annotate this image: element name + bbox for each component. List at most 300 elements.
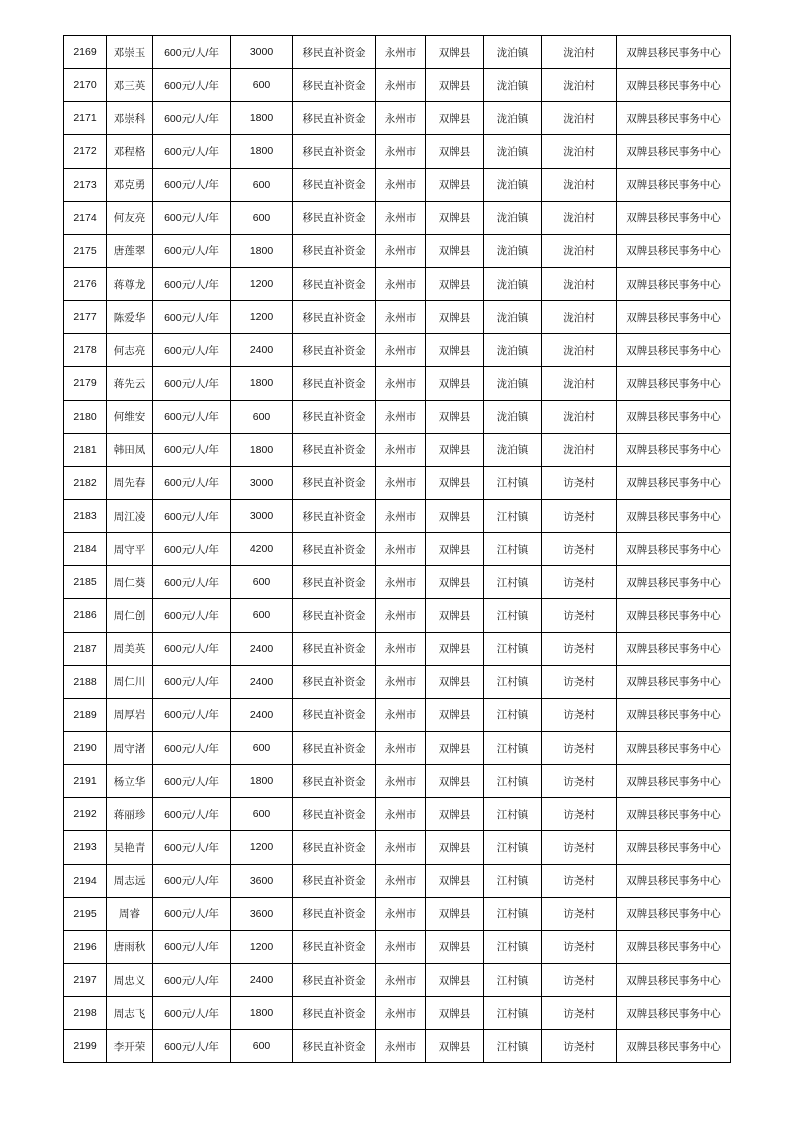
city-cell: 永州市	[376, 632, 426, 665]
amount-cell: 2400	[231, 698, 293, 731]
standard-cell: 600元/人/年	[153, 400, 231, 433]
row-number-cell: 2188	[64, 665, 107, 698]
agency-cell: 双牌县移民事务中心	[617, 168, 731, 201]
standard-cell: 600元/人/年	[153, 765, 231, 798]
village-cell: 访尧村	[542, 963, 617, 996]
name-cell: 唐莲翠	[107, 234, 153, 267]
city-cell: 永州市	[376, 201, 426, 234]
amount-cell: 1200	[231, 930, 293, 963]
county-cell: 双牌县	[426, 1030, 484, 1063]
table-row	[64, 665, 731, 698]
agency-cell: 双牌县移民事务中心	[617, 566, 731, 599]
name-cell: 周仁川	[107, 665, 153, 698]
agency-cell: 双牌县移民事务中心	[617, 632, 731, 665]
county-cell: 双牌县	[426, 69, 484, 102]
name-cell: 周江凌	[107, 499, 153, 532]
county-cell: 双牌县	[426, 533, 484, 566]
row-number-cell: 2187	[64, 632, 107, 665]
agency-cell: 双牌县移民事务中心	[617, 367, 731, 400]
fund-type-cell: 移民直补资金	[293, 831, 376, 864]
row-number-cell: 2180	[64, 400, 107, 433]
amount-cell: 1800	[231, 997, 293, 1030]
fund-type-cell: 移民直补资金	[293, 930, 376, 963]
amount-cell: 3600	[231, 897, 293, 930]
amount-cell: 1800	[231, 102, 293, 135]
row-number-cell: 2190	[64, 731, 107, 764]
city-cell: 永州市	[376, 698, 426, 731]
name-cell: 李开荣	[107, 1030, 153, 1063]
table-row	[64, 201, 731, 234]
city-cell: 永州市	[376, 599, 426, 632]
row-number-cell: 2198	[64, 997, 107, 1030]
town-cell: 泷泊镇	[484, 433, 542, 466]
fund-type-cell: 移民直补资金	[293, 201, 376, 234]
town-cell: 泷泊镇	[484, 301, 542, 334]
city-cell: 永州市	[376, 400, 426, 433]
standard-cell: 600元/人/年	[153, 599, 231, 632]
agency-cell: 双牌县移民事务中心	[617, 433, 731, 466]
table-row	[64, 267, 731, 300]
table-row	[64, 798, 731, 831]
town-cell: 泷泊镇	[484, 267, 542, 300]
county-cell: 双牌县	[426, 36, 484, 69]
name-cell: 周志飞	[107, 997, 153, 1030]
table-row	[64, 36, 731, 69]
fund-type-cell: 移民直补资金	[293, 69, 376, 102]
agency-cell: 双牌县移民事务中心	[617, 36, 731, 69]
agency-cell: 双牌县移民事务中心	[617, 400, 731, 433]
row-number-cell: 2196	[64, 930, 107, 963]
table-row	[64, 334, 731, 367]
city-cell: 永州市	[376, 367, 426, 400]
fund-type-cell: 移民直补资金	[293, 400, 376, 433]
amount-cell: 3600	[231, 864, 293, 897]
fund-type-cell: 移民直补资金	[293, 499, 376, 532]
town-cell: 泷泊镇	[484, 102, 542, 135]
fund-type-cell: 移民直补资金	[293, 36, 376, 69]
fund-type-cell: 移民直补资金	[293, 798, 376, 831]
town-cell: 江村镇	[484, 731, 542, 764]
city-cell: 永州市	[376, 930, 426, 963]
village-cell: 访尧村	[542, 533, 617, 566]
city-cell: 永州市	[376, 499, 426, 532]
row-number-cell: 2175	[64, 234, 107, 267]
table-row	[64, 1030, 731, 1063]
county-cell: 双牌县	[426, 102, 484, 135]
standard-cell: 600元/人/年	[153, 69, 231, 102]
agency-cell: 双牌县移民事务中心	[617, 930, 731, 963]
amount-cell: 1800	[231, 433, 293, 466]
name-cell: 吴艳青	[107, 831, 153, 864]
town-cell: 泷泊镇	[484, 234, 542, 267]
fund-type-cell: 移民直补资金	[293, 698, 376, 731]
agency-cell: 双牌县移民事务中心	[617, 698, 731, 731]
name-cell: 周忠义	[107, 963, 153, 996]
name-cell: 邓三英	[107, 69, 153, 102]
city-cell: 永州市	[376, 831, 426, 864]
table-row	[64, 930, 731, 963]
standard-cell: 600元/人/年	[153, 698, 231, 731]
town-cell: 泷泊镇	[484, 367, 542, 400]
table-body	[64, 36, 731, 1063]
county-cell: 双牌县	[426, 930, 484, 963]
town-cell: 江村镇	[484, 897, 542, 930]
village-cell: 泷泊村	[542, 201, 617, 234]
village-cell: 泷泊村	[542, 69, 617, 102]
name-cell: 蒋丽珍	[107, 798, 153, 831]
name-cell: 何维安	[107, 400, 153, 433]
amount-cell: 2400	[231, 334, 293, 367]
village-cell: 访尧村	[542, 765, 617, 798]
name-cell: 杨立华	[107, 765, 153, 798]
city-cell: 永州市	[376, 168, 426, 201]
city-cell: 永州市	[376, 731, 426, 764]
fund-type-cell: 移民直补资金	[293, 533, 376, 566]
village-cell: 访尧村	[542, 599, 617, 632]
name-cell: 周守平	[107, 533, 153, 566]
table-row	[64, 731, 731, 764]
table-row	[64, 367, 731, 400]
village-cell: 访尧村	[542, 831, 617, 864]
standard-cell: 600元/人/年	[153, 102, 231, 135]
village-cell: 泷泊村	[542, 400, 617, 433]
fund-type-cell: 移民直补资金	[293, 1030, 376, 1063]
amount-cell: 3000	[231, 36, 293, 69]
town-cell: 泷泊镇	[484, 334, 542, 367]
county-cell: 双牌县	[426, 400, 484, 433]
table-row	[64, 400, 731, 433]
fund-type-cell: 移民直补资金	[293, 665, 376, 698]
standard-cell: 600元/人/年	[153, 1030, 231, 1063]
town-cell: 江村镇	[484, 1030, 542, 1063]
standard-cell: 600元/人/年	[153, 665, 231, 698]
town-cell: 江村镇	[484, 665, 542, 698]
fund-type-cell: 移民直补资金	[293, 997, 376, 1030]
amount-cell: 3000	[231, 466, 293, 499]
standard-cell: 600元/人/年	[153, 334, 231, 367]
standard-cell: 600元/人/年	[153, 466, 231, 499]
table-row	[64, 466, 731, 499]
county-cell: 双牌县	[426, 367, 484, 400]
name-cell: 陈爱华	[107, 301, 153, 334]
standard-cell: 600元/人/年	[153, 36, 231, 69]
row-number-cell: 2176	[64, 267, 107, 300]
row-number-cell: 2177	[64, 301, 107, 334]
agency-cell: 双牌县移民事务中心	[617, 533, 731, 566]
county-cell: 双牌县	[426, 267, 484, 300]
row-number-cell: 2186	[64, 599, 107, 632]
city-cell: 永州市	[376, 36, 426, 69]
row-number-cell: 2179	[64, 367, 107, 400]
subsidy-table	[63, 35, 731, 1063]
name-cell: 周睿	[107, 897, 153, 930]
fund-type-cell: 移民直补资金	[293, 599, 376, 632]
fund-type-cell: 移民直补资金	[293, 367, 376, 400]
village-cell: 访尧村	[542, 698, 617, 731]
town-cell: 江村镇	[484, 765, 542, 798]
name-cell: 周守渚	[107, 731, 153, 764]
name-cell: 韩田凤	[107, 433, 153, 466]
name-cell: 周仁创	[107, 599, 153, 632]
agency-cell: 双牌县移民事务中心	[617, 334, 731, 367]
fund-type-cell: 移民直补资金	[293, 765, 376, 798]
city-cell: 永州市	[376, 798, 426, 831]
county-cell: 双牌县	[426, 864, 484, 897]
standard-cell: 600元/人/年	[153, 632, 231, 665]
town-cell: 泷泊镇	[484, 135, 542, 168]
city-cell: 永州市	[376, 301, 426, 334]
city-cell: 永州市	[376, 433, 426, 466]
county-cell: 双牌县	[426, 963, 484, 996]
amount-cell: 600	[231, 201, 293, 234]
town-cell: 江村镇	[484, 930, 542, 963]
county-cell: 双牌县	[426, 466, 484, 499]
village-cell: 访尧村	[542, 864, 617, 897]
fund-type-cell: 移民直补资金	[293, 102, 376, 135]
amount-cell: 1800	[231, 234, 293, 267]
row-number-cell: 2170	[64, 69, 107, 102]
standard-cell: 600元/人/年	[153, 168, 231, 201]
standard-cell: 600元/人/年	[153, 897, 231, 930]
agency-cell: 双牌县移民事务中心	[617, 963, 731, 996]
village-cell: 泷泊村	[542, 168, 617, 201]
village-cell: 访尧村	[542, 1030, 617, 1063]
village-cell: 访尧村	[542, 632, 617, 665]
city-cell: 永州市	[376, 897, 426, 930]
fund-type-cell: 移民直补资金	[293, 897, 376, 930]
town-cell: 泷泊镇	[484, 36, 542, 69]
city-cell: 永州市	[376, 997, 426, 1030]
row-number-cell: 2184	[64, 533, 107, 566]
row-number-cell: 2172	[64, 135, 107, 168]
fund-type-cell: 移民直补资金	[293, 267, 376, 300]
amount-cell: 600	[231, 1030, 293, 1063]
city-cell: 永州市	[376, 963, 426, 996]
county-cell: 双牌县	[426, 798, 484, 831]
name-cell: 邓程格	[107, 135, 153, 168]
row-number-cell: 2194	[64, 864, 107, 897]
village-cell: 访尧村	[542, 897, 617, 930]
table-row	[64, 168, 731, 201]
agency-cell: 双牌县移民事务中心	[617, 997, 731, 1030]
fund-type-cell: 移民直补资金	[293, 864, 376, 897]
town-cell: 江村镇	[484, 963, 542, 996]
name-cell: 周志远	[107, 864, 153, 897]
fund-type-cell: 移民直补资金	[293, 301, 376, 334]
standard-cell: 600元/人/年	[153, 930, 231, 963]
town-cell: 江村镇	[484, 499, 542, 532]
town-cell: 江村镇	[484, 798, 542, 831]
county-cell: 双牌县	[426, 665, 484, 698]
table-row	[64, 102, 731, 135]
amount-cell: 2400	[231, 632, 293, 665]
standard-cell: 600元/人/年	[153, 864, 231, 897]
county-cell: 双牌县	[426, 599, 484, 632]
village-cell: 泷泊村	[542, 367, 617, 400]
table-row	[64, 864, 731, 897]
standard-cell: 600元/人/年	[153, 301, 231, 334]
standard-cell: 600元/人/年	[153, 566, 231, 599]
row-number-cell: 2171	[64, 102, 107, 135]
amount-cell: 1800	[231, 765, 293, 798]
row-number-cell: 2181	[64, 433, 107, 466]
city-cell: 永州市	[376, 69, 426, 102]
name-cell: 何友亮	[107, 201, 153, 234]
table-row	[64, 698, 731, 731]
row-number-cell: 2178	[64, 334, 107, 367]
name-cell: 唐雨秋	[107, 930, 153, 963]
county-cell: 双牌县	[426, 301, 484, 334]
table-row	[64, 566, 731, 599]
city-cell: 永州市	[376, 1030, 426, 1063]
amount-cell: 1200	[231, 831, 293, 864]
table-row	[64, 831, 731, 864]
row-number-cell: 2191	[64, 765, 107, 798]
amount-cell: 4200	[231, 533, 293, 566]
village-cell: 泷泊村	[542, 334, 617, 367]
table-row	[64, 765, 731, 798]
amount-cell: 600	[231, 731, 293, 764]
town-cell: 泷泊镇	[484, 400, 542, 433]
table-row	[64, 234, 731, 267]
amount-cell: 600	[231, 599, 293, 632]
agency-cell: 双牌县移民事务中心	[617, 665, 731, 698]
agency-cell: 双牌县移民事务中心	[617, 234, 731, 267]
town-cell: 江村镇	[484, 997, 542, 1030]
agency-cell: 双牌县移民事务中心	[617, 466, 731, 499]
name-cell: 周厚岩	[107, 698, 153, 731]
table-row	[64, 499, 731, 532]
county-cell: 双牌县	[426, 831, 484, 864]
row-number-cell: 2183	[64, 499, 107, 532]
standard-cell: 600元/人/年	[153, 267, 231, 300]
agency-cell: 双牌县移民事务中心	[617, 499, 731, 532]
city-cell: 永州市	[376, 765, 426, 798]
table-row	[64, 632, 731, 665]
city-cell: 永州市	[376, 864, 426, 897]
city-cell: 永州市	[376, 665, 426, 698]
name-cell: 周先春	[107, 466, 153, 499]
agency-cell: 双牌县移民事务中心	[617, 831, 731, 864]
agency-cell: 双牌县移民事务中心	[617, 135, 731, 168]
fund-type-cell: 移民直补资金	[293, 135, 376, 168]
amount-cell: 600	[231, 69, 293, 102]
city-cell: 永州市	[376, 102, 426, 135]
village-cell: 泷泊村	[542, 234, 617, 267]
row-number-cell: 2174	[64, 201, 107, 234]
county-cell: 双牌县	[426, 566, 484, 599]
village-cell: 泷泊村	[542, 36, 617, 69]
agency-cell: 双牌县移民事务中心	[617, 731, 731, 764]
name-cell: 邓崇玉	[107, 36, 153, 69]
county-cell: 双牌县	[426, 698, 484, 731]
village-cell: 泷泊村	[542, 102, 617, 135]
town-cell: 江村镇	[484, 864, 542, 897]
standard-cell: 600元/人/年	[153, 499, 231, 532]
table-row	[64, 69, 731, 102]
agency-cell: 双牌县移民事务中心	[617, 102, 731, 135]
village-cell: 泷泊村	[542, 301, 617, 334]
table-row	[64, 599, 731, 632]
county-cell: 双牌县	[426, 632, 484, 665]
city-cell: 永州市	[376, 267, 426, 300]
standard-cell: 600元/人/年	[153, 367, 231, 400]
city-cell: 永州市	[376, 566, 426, 599]
table-row	[64, 135, 731, 168]
fund-type-cell: 移民直补资金	[293, 731, 376, 764]
town-cell: 泷泊镇	[484, 69, 542, 102]
city-cell: 永州市	[376, 234, 426, 267]
name-cell: 邓克勇	[107, 168, 153, 201]
amount-cell: 1800	[231, 367, 293, 400]
fund-type-cell: 移民直补资金	[293, 632, 376, 665]
town-cell: 泷泊镇	[484, 168, 542, 201]
county-cell: 双牌县	[426, 334, 484, 367]
name-cell: 周仁葵	[107, 566, 153, 599]
table-row	[64, 963, 731, 996]
town-cell: 江村镇	[484, 533, 542, 566]
town-cell: 江村镇	[484, 698, 542, 731]
agency-cell: 双牌县移民事务中心	[617, 897, 731, 930]
table-row	[64, 897, 731, 930]
row-number-cell: 2199	[64, 1030, 107, 1063]
agency-cell: 双牌县移民事务中心	[617, 69, 731, 102]
amount-cell: 600	[231, 400, 293, 433]
table-row	[64, 433, 731, 466]
standard-cell: 600元/人/年	[153, 201, 231, 234]
amount-cell: 1200	[231, 267, 293, 300]
county-cell: 双牌县	[426, 201, 484, 234]
county-cell: 双牌县	[426, 234, 484, 267]
amount-cell: 2400	[231, 963, 293, 996]
town-cell: 江村镇	[484, 599, 542, 632]
row-number-cell: 2192	[64, 798, 107, 831]
name-cell: 周美英	[107, 632, 153, 665]
amount-cell: 600	[231, 798, 293, 831]
fund-type-cell: 移民直补资金	[293, 963, 376, 996]
agency-cell: 双牌县移民事务中心	[617, 267, 731, 300]
standard-cell: 600元/人/年	[153, 731, 231, 764]
standard-cell: 600元/人/年	[153, 963, 231, 996]
row-number-cell: 2197	[64, 963, 107, 996]
standard-cell: 600元/人/年	[153, 831, 231, 864]
row-number-cell: 2195	[64, 897, 107, 930]
village-cell: 泷泊村	[542, 267, 617, 300]
standard-cell: 600元/人/年	[153, 798, 231, 831]
fund-type-cell: 移民直补资金	[293, 334, 376, 367]
agency-cell: 双牌县移民事务中心	[617, 599, 731, 632]
village-cell: 访尧村	[542, 997, 617, 1030]
agency-cell: 双牌县移民事务中心	[617, 201, 731, 234]
table-row	[64, 301, 731, 334]
village-cell: 访尧村	[542, 798, 617, 831]
village-cell: 访尧村	[542, 665, 617, 698]
row-number-cell: 2189	[64, 698, 107, 731]
town-cell: 江村镇	[484, 632, 542, 665]
county-cell: 双牌县	[426, 997, 484, 1030]
city-cell: 永州市	[376, 135, 426, 168]
agency-cell: 双牌县移民事务中心	[617, 864, 731, 897]
name-cell: 蒋尊龙	[107, 267, 153, 300]
name-cell: 邓崇科	[107, 102, 153, 135]
amount-cell: 600	[231, 566, 293, 599]
amount-cell: 3000	[231, 499, 293, 532]
county-cell: 双牌县	[426, 731, 484, 764]
town-cell: 江村镇	[484, 566, 542, 599]
row-number-cell: 2193	[64, 831, 107, 864]
village-cell: 访尧村	[542, 499, 617, 532]
village-cell: 泷泊村	[542, 135, 617, 168]
